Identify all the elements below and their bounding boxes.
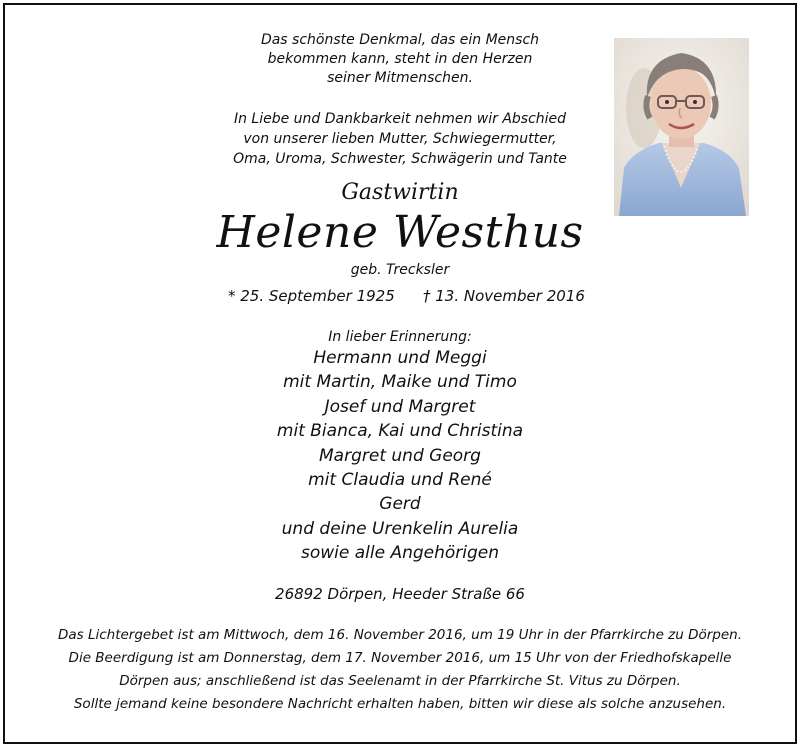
birth-name: geb. Trecksler bbox=[350, 262, 450, 278]
family-list bbox=[200, 346, 600, 566]
family-line: mit Claudia und René bbox=[308, 470, 492, 491]
note-line: Die Beerdigung ist am Donnerstag, dem 17. November 2016, um 15 Uhr von der Friedhofskapelle bbox=[68, 650, 732, 666]
note-line: Das Lichtergebet ist am Mittwoch, dem 16. November 2016, um 19 Uhr in der Pfarrkirche zu Dörpen. bbox=[57, 627, 743, 643]
death-date: † 13. November 2016 bbox=[423, 287, 585, 305]
birth-date: * 25. September 1925 bbox=[228, 287, 395, 305]
quote-line: Das schönste Denkmal, das ein Mensch bbox=[260, 32, 540, 48]
family-line: sowie alle Angehörigen bbox=[300, 543, 500, 564]
memory-title: In lieber Erinnerung: bbox=[328, 329, 472, 345]
intro-line: In Liebe und Dankbarkeit nehmen wir Abschied bbox=[233, 111, 567, 127]
funeral-notes bbox=[20, 624, 780, 716]
quote-line: seiner Mitmenschen. bbox=[327, 70, 473, 86]
memorial-quote bbox=[200, 31, 600, 88]
quote-line: bekommen kann, steht in den Herzen bbox=[267, 51, 533, 67]
family-line: Margret und Georg bbox=[319, 445, 481, 466]
family-line: mit Martin, Maike und Timo bbox=[283, 372, 517, 393]
family-line: Hermann und Meggi bbox=[313, 348, 487, 368]
intro-line: von unserer lieben Mutter, Schwiegermutter, bbox=[243, 131, 557, 147]
address: 26892 Dörpen, Heeder Straße 66 bbox=[275, 585, 525, 603]
note-line: Dörpen aus; anschließend ist das Seelenamt in der Pfarrkirche St. Vitus zu Dörpen. bbox=[119, 673, 681, 689]
note-line: Sollte jemand keine besondere Nachricht erhalten haben, bitten wir diese als solche anzusehen. bbox=[73, 696, 727, 712]
family-line: Gerd bbox=[379, 494, 421, 515]
deceased-name: Helene Westhus bbox=[216, 207, 584, 258]
family-line: mit Bianca, Kai und Christina bbox=[276, 421, 524, 442]
occupation: Gastwirtin bbox=[341, 180, 459, 205]
family-line: und deine Urenkelin Aurelia bbox=[281, 518, 519, 539]
farewell-intro bbox=[150, 109, 650, 169]
intro-line: Oma, Uroma, Schwester, Schwägerin und Tante bbox=[233, 151, 567, 167]
family-line: Josef und Margret bbox=[324, 396, 476, 417]
